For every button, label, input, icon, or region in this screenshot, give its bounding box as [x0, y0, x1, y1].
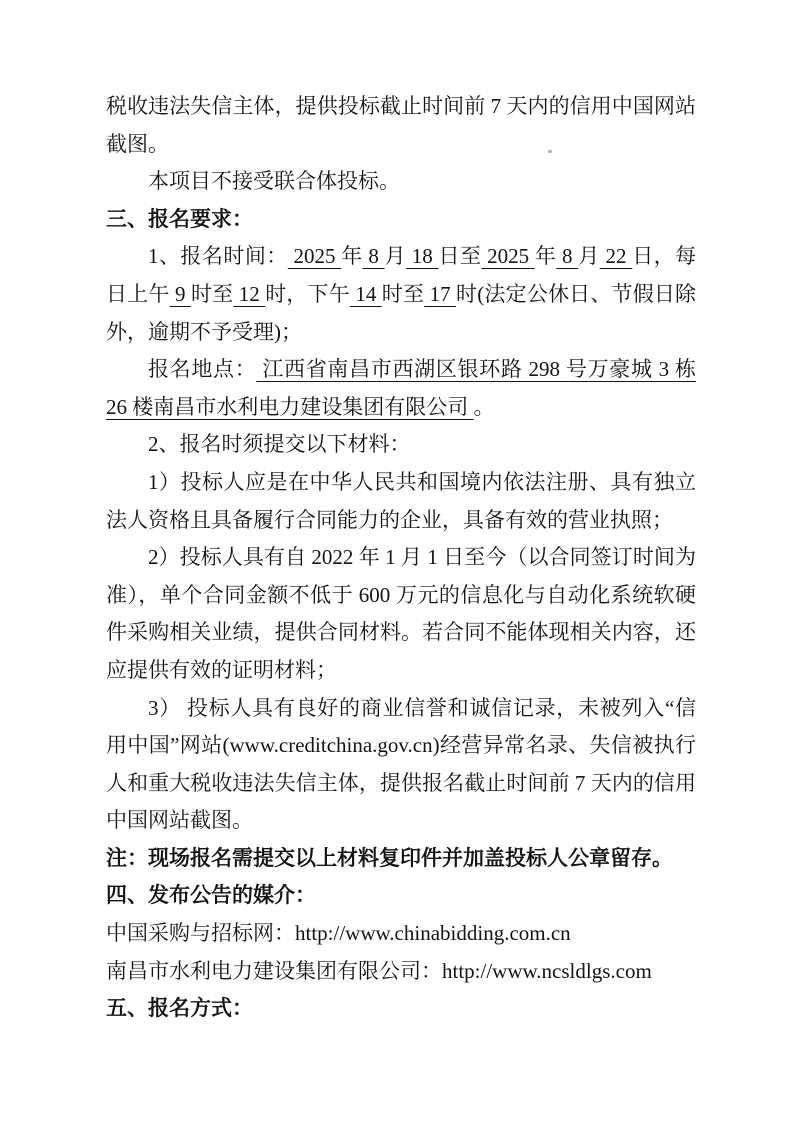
text-segment: 五、报名方式： — [106, 996, 253, 1021]
underlined-blank-text: 2025 — [287, 244, 342, 269]
text-segment: 报名地点： — [148, 357, 257, 382]
text-segment: 税收违法失信主体，提供投标截止时间前 7 天内的信用中国网站截图。 — [106, 94, 696, 156]
text-segment: 时至 — [190, 281, 234, 306]
underlined-blank-text: 2025 — [481, 244, 535, 269]
para-registration-place — [106, 351, 696, 426]
para-media-ncsldlgs — [106, 953, 696, 991]
underlined-blank-text: 14 — [349, 281, 382, 306]
underlined-blank-text: 12 — [233, 281, 266, 306]
para-materials-heading — [106, 426, 696, 464]
text-segment: 日，每日上午 — [106, 244, 697, 306]
text-segment: 注：现场报名需提交以上材料复印件并加盖投标人公章留存。 — [106, 845, 673, 870]
para-material-item-2 — [106, 539, 696, 689]
para-registration-time — [106, 238, 696, 351]
text-segment: 1、报名时间： — [148, 244, 288, 269]
text-segment: 时(法定公休日、节假日除外，逾期不予受理)； — [106, 281, 697, 344]
underlined-blank-text: 江西省南昌市西湖区银环路 298 号万豪城 3 栋 26 楼南昌市水利电力建设集团有限公司 — [106, 357, 697, 419]
text-segment: 四、发布公告的媒介： — [106, 883, 316, 908]
underlined-blank-text: 9 — [169, 281, 191, 306]
text-segment: 时，下午 — [265, 281, 350, 306]
text-segment: 3） 投标人具有良好的商业信誉和诚信记录，未被列入“信用中国”网站(www.creditchina.gov.cn)经营异常名录、失信被执行人和重大税收违法失信主体，提供报名截止时间前 7 天内的信用中国网站截图。 — [106, 695, 696, 833]
text-segment: 2）投标人具有自 2022 年 1 月 1 日至今（以合同签订时间为准），单个合同金额不低于 600 万元的信息化与自动化系统软硬件采购相关业绩，提供合同材料。若合同不能体现相关内容，还应提供有效的证明材料； — [106, 545, 696, 682]
text-segment: 南昌市水利电力建设集团有限公司：http://www.ncsldlgs.com — [106, 958, 652, 983]
para-credit-screenshot-tail — [106, 88, 696, 163]
underlined-blank-text: 8 — [362, 244, 385, 269]
text-segment: 日至 — [438, 244, 482, 269]
text-segment: 。 — [473, 394, 495, 419]
para-note — [106, 840, 696, 878]
underlined-blank-text: 17 — [424, 281, 457, 306]
text-segment: 年 — [341, 244, 363, 269]
text-segment: 月 — [384, 244, 407, 269]
heading-section-5 — [106, 990, 696, 1028]
text-segment: 2、报名时须提交以下材料： — [148, 432, 411, 457]
underlined-blank-text: 8 — [556, 244, 579, 269]
underlined-blank-text: 22 — [599, 244, 633, 269]
underlined-blank-text: 18 — [406, 244, 439, 269]
text-segment: 1）投标人应是在中华人民共和国境内依法注册、具有独立法人资格且具备履行合同能力的企业，具备有效的营业执照； — [106, 469, 696, 532]
document-body — [106, 88, 696, 1028]
heading-section-4 — [106, 877, 696, 915]
heading-section-3 — [106, 201, 696, 239]
text-segment: 三、报名要求： — [106, 206, 253, 231]
para-no-consortium — [106, 163, 696, 201]
text-segment: 月 — [578, 244, 600, 269]
para-media-chinabidding — [106, 915, 696, 953]
para-material-item-1 — [106, 464, 696, 539]
text-segment: 中国采购与招标网：http://www.chinabidding.com.cn — [106, 921, 571, 946]
text-segment: 本项目不接受联合体投标。 — [148, 169, 400, 194]
text-segment: 年 — [534, 244, 557, 269]
text-segment: 时至 — [381, 281, 425, 306]
para-material-item-3 — [106, 690, 696, 840]
